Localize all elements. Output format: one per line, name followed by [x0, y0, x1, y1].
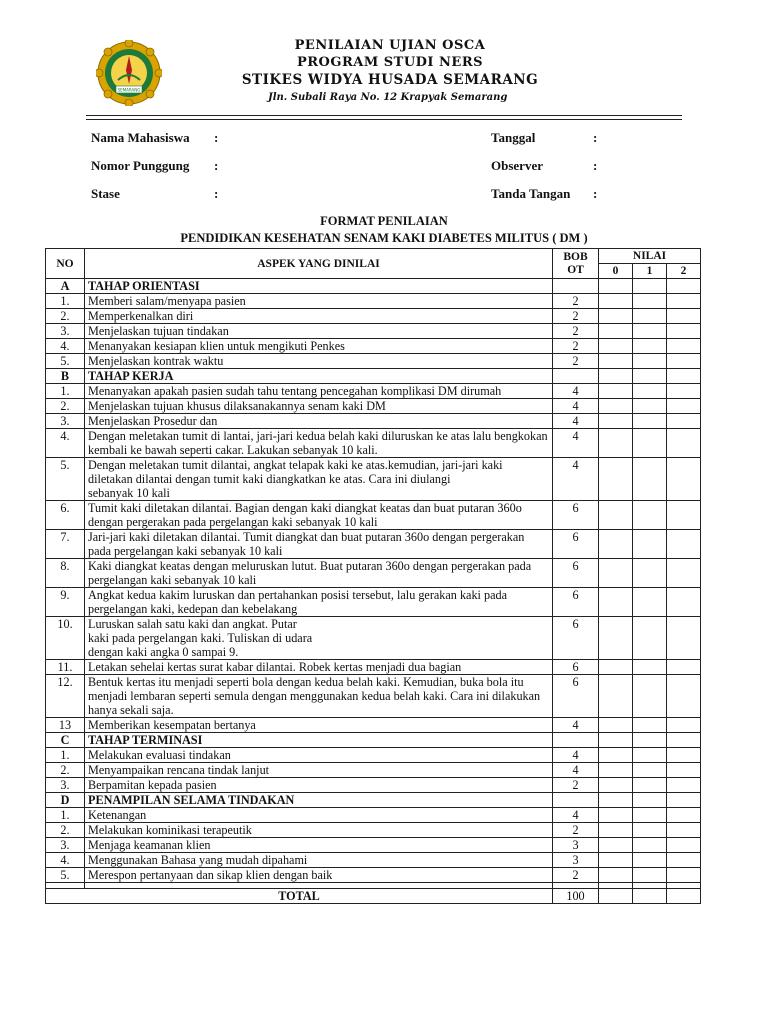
header-title-line1: PENILAIAN UJIAN OSCA: [294, 38, 486, 53]
score-cell-2[interactable]: [667, 718, 701, 733]
assessment-table: [45, 248, 701, 904]
section-title: PENAMPILAN SELAMA TINDAKAN: [85, 793, 553, 808]
score-cell-1[interactable]: [633, 279, 667, 294]
aspect-text: Menggunakan Bahasa yang mudah dipahami: [85, 853, 553, 868]
colon-nama: :: [214, 130, 219, 145]
score-cell-1[interactable]: [633, 384, 667, 399]
score-cell-0[interactable]: [599, 763, 633, 778]
score-cell-1[interactable]: [633, 793, 667, 808]
aspect-text: Menjelaskan kontrak waktu: [85, 354, 553, 369]
aspect-text: Melakukan kominikasi terapeutik: [85, 823, 553, 838]
row-number: 4.: [46, 429, 85, 458]
bobot-value: 3: [553, 853, 599, 868]
score-cell-1[interactable]: [633, 748, 667, 763]
table-row: [46, 588, 701, 617]
aspect-text: Memperkenalkan diri: [85, 309, 553, 324]
table-row: [46, 414, 701, 429]
label-stase: Stase: [91, 186, 120, 201]
form-title: FORMAT PENILAIAN: [320, 214, 448, 228]
table-row: [46, 675, 701, 718]
score-cell-1[interactable]: [633, 660, 667, 675]
score-cell-2[interactable]: [667, 279, 701, 294]
score-cell-2[interactable]: [667, 530, 701, 559]
institution-logo: [96, 40, 162, 106]
aspect-text: Dengan meletakan tumit dilantai, angkat telapak kaki ke atas.kemudian, jari-jari kaki diletakan dilantai dengan tumit kaki diangkatkan ke atas. Cara ini diulangi sebanyak 10 kali: [85, 458, 553, 501]
score-cell-2[interactable]: [667, 458, 701, 501]
row-number: 2.: [46, 399, 85, 414]
bobot-value: 6: [553, 660, 599, 675]
score-cell-2[interactable]: [667, 559, 701, 588]
bobot-value: 2: [553, 868, 599, 883]
table-row: [46, 501, 701, 530]
bobot-value: 6: [553, 559, 599, 588]
bobot-value: 2: [553, 324, 599, 339]
score-cell-0[interactable]: [599, 399, 633, 414]
bobot-value: [553, 369, 599, 384]
row-number: D: [46, 793, 85, 808]
row-number: B: [46, 369, 85, 384]
header-address: Jln. Subali Raya No. 12 Krapyak Semarang: [268, 92, 508, 103]
header-no: NO: [46, 249, 85, 279]
label-tanda-tangan: Tanda Tangan: [491, 186, 571, 201]
score-cell-0[interactable]: [599, 793, 633, 808]
aspect-text: Letakan sehelai kertas surat kabar dilantai. Robek kertas menjadi dua bagian: [85, 660, 553, 675]
table-row: [46, 559, 701, 588]
bobot-value: 2: [553, 823, 599, 838]
total-value: 100: [553, 889, 599, 904]
score-cell-0[interactable]: [599, 838, 633, 853]
score-cell-0[interactable]: [599, 339, 633, 354]
score-cell-2[interactable]: [667, 324, 701, 339]
table-row: [46, 718, 701, 733]
bobot-value: 2: [553, 309, 599, 324]
score-cell-0[interactable]: [599, 675, 633, 718]
section-row: [46, 733, 701, 748]
table-row: [46, 748, 701, 763]
label-tanggal: Tanggal: [491, 130, 536, 145]
section-title: TAHAP TERMINASI: [85, 733, 553, 748]
score-cell-0[interactable]: [599, 617, 633, 660]
score-cell-0[interactable]: [599, 778, 633, 793]
aspect-text: Menanyakan apakah pasien sudah tahu tentang pencegahan komplikasi DM dirumah: [85, 384, 553, 399]
table-row: [46, 763, 701, 778]
score-cell-1[interactable]: [633, 675, 667, 718]
row-number: 4.: [46, 339, 85, 354]
score-cell-1[interactable]: [633, 324, 667, 339]
score-cell-2[interactable]: [667, 617, 701, 660]
score-cell-2[interactable]: [667, 339, 701, 354]
bobot-value: 6: [553, 617, 599, 660]
score-cell-1[interactable]: [633, 559, 667, 588]
table-row: [46, 309, 701, 324]
score-cell-2[interactable]: [667, 384, 701, 399]
colon-tanda-tangan: :: [593, 186, 598, 201]
table-row: [46, 399, 701, 414]
colon-tanggal: :: [593, 130, 598, 145]
row-number: 5.: [46, 354, 85, 369]
header-title-line2: PROGRAM STUDI NERS: [296, 55, 484, 70]
row-number: A: [46, 279, 85, 294]
table-row: [46, 354, 701, 369]
row-number: 4.: [46, 853, 85, 868]
score-cell-0[interactable]: [599, 309, 633, 324]
score-cell-2[interactable]: [667, 399, 701, 414]
score-cell-1[interactable]: [633, 501, 667, 530]
score-cell-0[interactable]: [599, 868, 633, 883]
row-number: 9.: [46, 588, 85, 617]
row-number: 3.: [46, 778, 85, 793]
score-cell-0[interactable]: [599, 369, 633, 384]
score-cell-1[interactable]: [633, 838, 667, 853]
logo-caption: SEMARANG: [117, 87, 141, 93]
bobot-value: 4: [553, 763, 599, 778]
row-number: 1.: [46, 808, 85, 823]
aspect-text: Angkat kedua kakim luruskan dan pertahankan posisi tersebut, lalu gerakan kaki pada pergelangan kaki, kedepan dan kebelakang: [85, 588, 553, 617]
bobot-value: 6: [553, 501, 599, 530]
bobot-value: 4: [553, 384, 599, 399]
table-row: [46, 294, 701, 309]
row-number: 10.: [46, 617, 85, 660]
score-cell-2[interactable]: [667, 748, 701, 763]
total-label: TOTAL: [46, 889, 553, 904]
colon-punggung: :: [214, 158, 219, 173]
bobot-value: [553, 733, 599, 748]
section-title: TAHAP KERJA: [85, 369, 553, 384]
score-cell-0[interactable]: [599, 588, 633, 617]
aspect-text: Memberikan kesempatan bertanya: [85, 718, 553, 733]
header-nilai-1: 1: [633, 264, 667, 279]
score-cell-0[interactable]: [599, 808, 633, 823]
table-row: [46, 458, 701, 501]
row-number: C: [46, 733, 85, 748]
score-cell-2[interactable]: [667, 660, 701, 675]
header-rule-thin: [86, 119, 682, 120]
bobot-value: 2: [553, 778, 599, 793]
table-row: [46, 660, 701, 675]
aspect-text: Menanyakan kesiapan klien untuk mengikuti Penkes: [85, 339, 553, 354]
bobot-value: 6: [553, 530, 599, 559]
bobot-value: 2: [553, 339, 599, 354]
score-cell-0[interactable]: [599, 354, 633, 369]
table-row: [46, 853, 701, 868]
score-cell-2[interactable]: [667, 763, 701, 778]
table-row: [46, 778, 701, 793]
aspect-text: Berpamitan kepada pasien: [85, 778, 553, 793]
score-cell-1[interactable]: [633, 354, 667, 369]
aspect-text: Melakukan evaluasi tindakan: [85, 748, 553, 763]
score-cell-1[interactable]: [633, 369, 667, 384]
bobot-value: 4: [553, 399, 599, 414]
bobot-value: 4: [553, 808, 599, 823]
score-cell-0[interactable]: [599, 414, 633, 429]
header-nilai-0: 0: [599, 264, 633, 279]
score-cell-2[interactable]: [667, 588, 701, 617]
score-cell-2[interactable]: [667, 733, 701, 748]
score-cell-2[interactable]: [667, 675, 701, 718]
label-observer: Observer: [491, 158, 543, 173]
header-bobot: BOB OT: [553, 249, 599, 279]
aspect-text: Jari-jari kaki diletakan dilantai. Tumit diangkat dan buat putaran 360o dengan pergerakan pada pergelangan kaki sebanyak 10 kali: [85, 530, 553, 559]
table-row: [46, 808, 701, 823]
colon-observer: :: [593, 158, 598, 173]
score-cell-0[interactable]: [599, 324, 633, 339]
row-number: 1.: [46, 748, 85, 763]
aspect-text: Dengan meletakan tumit di lantai, jari-jari kedua belah kaki diluruskan ke atas lalu bengkokan kembali ke bawah seperti cakar. Lakukan sebanyak 10 kali.: [85, 429, 553, 458]
score-cell-1[interactable]: [633, 530, 667, 559]
score-cell-0[interactable]: [599, 501, 633, 530]
score-cell-0[interactable]: [599, 279, 633, 294]
score-cell-1[interactable]: [633, 458, 667, 501]
bobot-value: [553, 793, 599, 808]
header-rule: [86, 115, 682, 116]
row-number: 13: [46, 718, 85, 733]
table-row: [46, 617, 701, 660]
table-row: [46, 823, 701, 838]
score-cell-1[interactable]: [633, 339, 667, 354]
bobot-value: [553, 279, 599, 294]
bobot-value: 6: [553, 588, 599, 617]
score-cell-1[interactable]: [633, 414, 667, 429]
bobot-value: 4: [553, 718, 599, 733]
score-cell-2[interactable]: [667, 778, 701, 793]
header-nilai: NILAI: [599, 249, 701, 264]
colon-stase: :: [214, 186, 219, 201]
score-cell-2[interactable]: [667, 793, 701, 808]
score-cell-0[interactable]: [599, 384, 633, 399]
aspect-text: Menjaga keamanan klien: [85, 838, 553, 853]
row-number: 7.: [46, 530, 85, 559]
aspect-text: Menyampaikan rencana tindak lanjut: [85, 763, 553, 778]
header-nilai-2: 2: [667, 264, 701, 279]
row-number: 1.: [46, 384, 85, 399]
score-cell-0[interactable]: [599, 294, 633, 309]
bobot-value: 3: [553, 838, 599, 853]
score-cell-0[interactable]: [599, 823, 633, 838]
table-row: [46, 530, 701, 559]
aspect-text: Luruskan salah satu kaki dan angkat. Putar kaki pada pergelangan kaki. Tuliskan di udara dengan kaki angka 0 sampai 9.: [85, 617, 553, 660]
section-title: TAHAP ORIENTASI: [85, 279, 553, 294]
row-number: 2.: [46, 309, 85, 324]
score-cell-0[interactable]: [599, 429, 633, 458]
score-cell-0[interactable]: [599, 458, 633, 501]
row-number: 12.: [46, 675, 85, 718]
score-cell-1[interactable]: [633, 868, 667, 883]
row-number: 5.: [46, 868, 85, 883]
row-number: 8.: [46, 559, 85, 588]
aspect-text: Menjelaskan Prosedur dan: [85, 414, 553, 429]
aspect-text: Kaki diangkat keatas dengan meluruskan lutut. Buat putaran 360o dengan pergerakan pada pergelangan kaki sebanyak 10 kali: [85, 559, 553, 588]
bobot-value: 2: [553, 354, 599, 369]
score-cell-2[interactable]: [667, 354, 701, 369]
row-number: 11.: [46, 660, 85, 675]
bobot-value: 4: [553, 414, 599, 429]
bobot-value: 4: [553, 458, 599, 501]
score-cell-1[interactable]: [633, 853, 667, 868]
table-row: [46, 838, 701, 853]
score-cell-2[interactable]: [667, 838, 701, 853]
bobot-value: 4: [553, 748, 599, 763]
aspect-text: Merespon pertanyaan dan sikap klien dengan baik: [85, 868, 553, 883]
score-cell-2[interactable]: [667, 868, 701, 883]
total-score-2: [667, 889, 701, 904]
score-cell-1[interactable]: [633, 309, 667, 324]
score-cell-1[interactable]: [633, 763, 667, 778]
aspect-text: Ketenangan: [85, 808, 553, 823]
row-number: 3.: [46, 324, 85, 339]
label-nama: Nama Mahasiswa: [91, 130, 190, 145]
score-cell-1[interactable]: [633, 823, 667, 838]
score-cell-2[interactable]: [667, 823, 701, 838]
score-cell-1[interactable]: [633, 718, 667, 733]
score-cell-1[interactable]: [633, 588, 667, 617]
label-punggung: Nomor Punggung: [91, 158, 190, 173]
aspect-text: Menjelaskan tujuan tindakan: [85, 324, 553, 339]
score-cell-2[interactable]: [667, 429, 701, 458]
score-cell-0[interactable]: [599, 733, 633, 748]
total-score-1: [633, 889, 667, 904]
score-cell-2[interactable]: [667, 808, 701, 823]
row-number: 3.: [46, 414, 85, 429]
score-cell-1[interactable]: [633, 294, 667, 309]
score-cell-0[interactable]: [599, 559, 633, 588]
score-cell-1[interactable]: [633, 808, 667, 823]
aspect-text: Bentuk kertas itu menjadi seperti bola dengan kedua belah kaki. Kemudian, buka bola itu menjadi lembaran seperti semula dengan menggunakan kedua belah kaki. Cara ini dilakukan hanya sekali saja.: [85, 675, 553, 718]
score-cell-2[interactable]: [667, 414, 701, 429]
score-cell-1[interactable]: [633, 778, 667, 793]
aspect-text: Tumit kaki diletakan dilantai. Bagian dengan kaki diangkat keatas dan buat putaran 360o dengan pergerakan pada pergelangan kaki sebanyak 10 kali: [85, 501, 553, 530]
table-row: [46, 429, 701, 458]
score-cell-2[interactable]: [667, 369, 701, 384]
header-title-line3: STIKES WIDYA HUSADA SEMARANG: [241, 72, 539, 88]
table-row: [46, 324, 701, 339]
section-row: [46, 793, 701, 808]
bobot-value: 6: [553, 675, 599, 718]
assessment-body: [46, 279, 701, 889]
score-cell-2[interactable]: [667, 309, 701, 324]
score-cell-2[interactable]: [667, 501, 701, 530]
aspect-text: Memberi salam/menyapa pasien: [85, 294, 553, 309]
bobot-value: 2: [553, 294, 599, 309]
section-row: [46, 369, 701, 384]
row-number: 6.: [46, 501, 85, 530]
table-row: [46, 339, 701, 354]
row-number: 2.: [46, 763, 85, 778]
score-cell-1[interactable]: [633, 617, 667, 660]
bobot-value: 4: [553, 429, 599, 458]
row-number: 2.: [46, 823, 85, 838]
score-cell-0[interactable]: [599, 718, 633, 733]
score-cell-0[interactable]: [599, 853, 633, 868]
row-number: 5.: [46, 458, 85, 501]
section-row: [46, 279, 701, 294]
form-subtitle: PENDIDIKAN KESEHATAN SENAM KAKI DIABETES MILITUS ( DM ): [180, 231, 588, 245]
table-row: [46, 384, 701, 399]
score-cell-1[interactable]: [633, 399, 667, 414]
row-number: 3.: [46, 838, 85, 853]
table-row: [46, 868, 701, 883]
header-aspek: ASPEK YANG DINILAI: [85, 249, 553, 279]
score-cell-1[interactable]: [633, 733, 667, 748]
score-cell-2[interactable]: [667, 853, 701, 868]
row-number: 1.: [46, 294, 85, 309]
score-cell-2[interactable]: [667, 294, 701, 309]
score-cell-0[interactable]: [599, 748, 633, 763]
total-score-0: [599, 889, 633, 904]
score-cell-1[interactable]: [633, 429, 667, 458]
score-cell-0[interactable]: [599, 530, 633, 559]
score-cell-0[interactable]: [599, 660, 633, 675]
aspect-text: Menjelaskan tujuan khusus dilaksanakannya senam kaki DM: [85, 399, 553, 414]
